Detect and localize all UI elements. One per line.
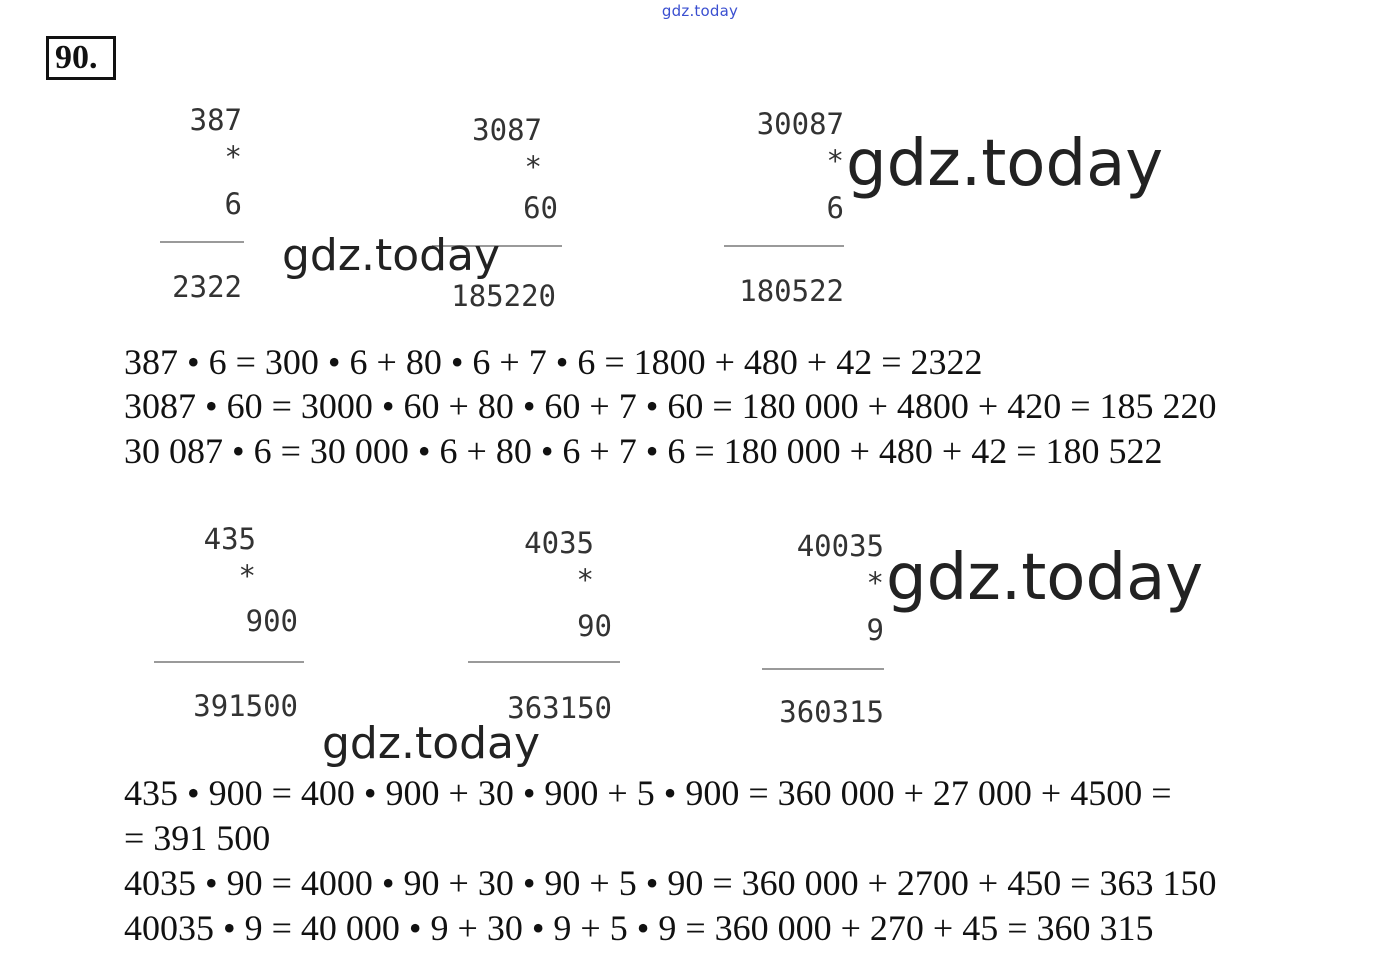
operator: *: [866, 566, 884, 600]
factor-a: 30087: [756, 107, 844, 141]
watermark-logo: gdz.today: [846, 127, 1164, 201]
top-watermark: gdz.today: [661, 2, 739, 20]
operator: *: [524, 150, 542, 184]
equation-line: 40035 • 9 = 40 000 • 9 + 30 • 9 + 5 • 9 = 360 000 + 270 + 45 = 360 315: [124, 908, 1154, 948]
factor-b: 900: [245, 604, 298, 638]
operator: *: [576, 563, 594, 597]
factor-a: 387: [189, 103, 242, 137]
equation-line: = 391 500: [124, 818, 271, 858]
factor-a: 40035: [796, 529, 884, 563]
watermark-logo: gdz.today: [282, 230, 501, 281]
factor-a: 435: [203, 522, 256, 556]
result-rule: [160, 241, 244, 243]
result-rule: [724, 245, 844, 247]
factor-a: 4035: [524, 526, 594, 560]
factor-b: 6: [826, 191, 844, 225]
factor-a: 3087: [472, 113, 542, 147]
factor-b: 60: [523, 191, 558, 225]
operator: *: [238, 559, 256, 593]
product: 391500: [193, 689, 298, 723]
factor-b: 90: [577, 609, 612, 643]
product: 360315: [779, 695, 884, 729]
operator: *: [224, 140, 242, 174]
operator: *: [826, 144, 844, 178]
product: 363150: [507, 691, 612, 725]
result-rule: [154, 661, 304, 663]
equation-line: 387 • 6 = 300 • 6 + 80 • 6 + 7 • 6 = 1800 + 480 + 42 = 2322: [124, 342, 983, 382]
factor-b: 9: [866, 613, 884, 647]
watermark-logo: gdz.today: [886, 541, 1204, 615]
result-rule: [468, 661, 620, 663]
equation-line: 4035 • 90 = 4000 • 90 + 30 • 90 + 5 • 90 = 360 000 + 2700 + 450 = 363 150: [124, 863, 1217, 903]
equation-line: 30 087 • 6 = 30 000 • 6 + 80 • 6 + 7 • 6 = 180 000 + 480 + 42 = 180 522: [124, 431, 1163, 471]
factor-b: 6: [224, 187, 242, 221]
equation-line: 3087 • 60 = 3000 • 60 + 80 • 60 + 7 • 60 = 180 000 + 4800 + 420 = 185 220: [124, 386, 1217, 426]
watermark-logo: gdz.today: [322, 718, 541, 769]
equation-line: 435 • 900 = 400 • 900 + 30 • 900 + 5 • 900 = 360 000 + 27 000 + 4500 =: [124, 773, 1172, 813]
result-rule: [762, 668, 884, 670]
product: 185220: [451, 279, 556, 313]
product: 180522: [739, 274, 844, 308]
product: 2322: [172, 270, 242, 304]
task-number: 90.: [46, 36, 116, 80]
